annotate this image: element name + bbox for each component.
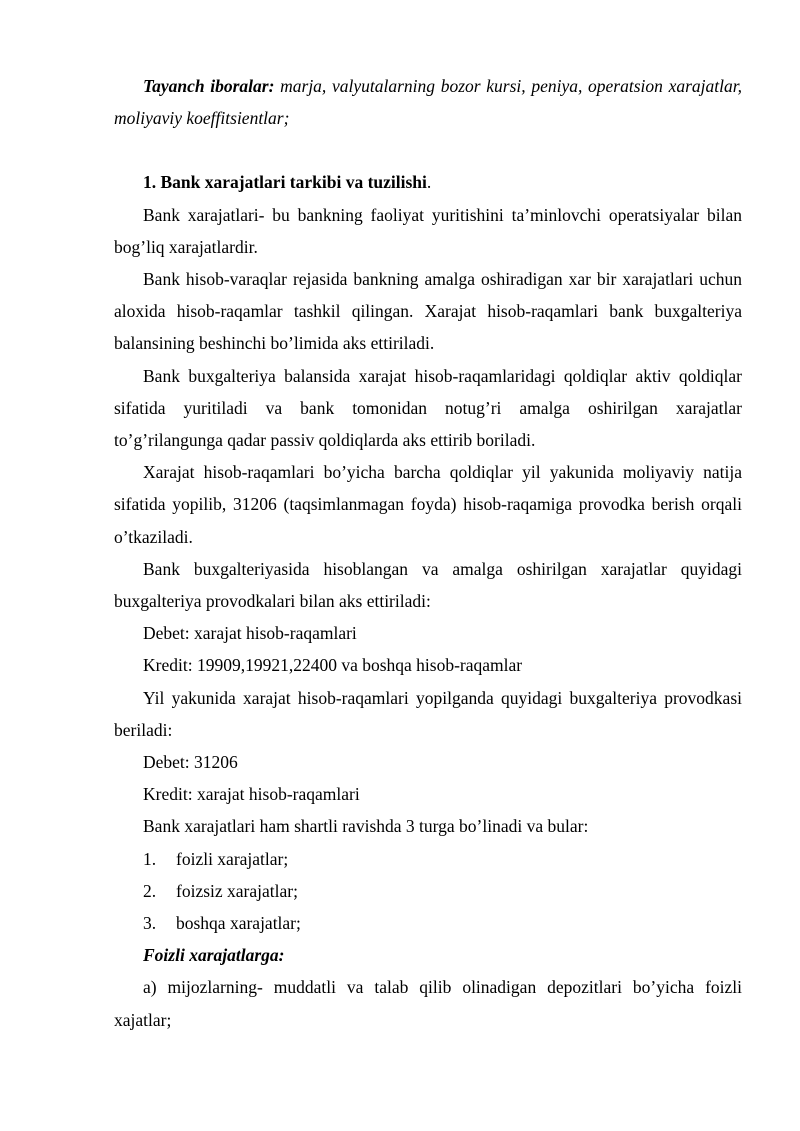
keywords-label: Tayanch iboralar: <box>143 76 275 96</box>
list-item <box>114 907 742 939</box>
keywords-paragraph <box>114 70 742 134</box>
paragraph-balance: Bank buxgalteriya balansida xarajat hisob-raqamlaridagi qoldiqlar aktiv qoldiqlar sifatida yuritiladi va bank tomonidan notug’ri amalga oshirilgan xarajatlar to’g’rilangunga qadar passiv qoldiqlarda aks ettirib boriladi. <box>114 365 742 451</box>
paragraph-year-close: Yil yakunida xarajat hisob-raqamlari yopilganda quyidagi buxgalteriya provodkasi beriladi: <box>114 687 742 740</box>
list-item <box>114 875 742 907</box>
section-heading-tail: . <box>426 172 432 193</box>
paragraph-kredit-1: Kredit: 19909,19921,22400 va boshqa hisob-raqamlar <box>143 655 523 676</box>
paragraph-postings: Bank buxgalteriyasida hisoblangan va amalga oshirilgan xarajatlar quyidagi buxgalteriya provodkalari bilan aks ettiriladi: <box>114 558 742 612</box>
list-item-text: boshqa xarajatlar; <box>176 913 301 934</box>
section-heading <box>114 166 742 198</box>
paragraph-year-end: Xarajat hisob-raqamlari bo’yicha barcha qoldiqlar yil yakunida moliyaviy natija sifatida yopilib, 31206 (taqsimlanmagan foyda) hisob-raqamiga provodka berish orqali o’tkaziladi. <box>114 462 742 547</box>
list-item <box>114 843 742 875</box>
document-page <box>114 70 742 1036</box>
list-item-number: 2. <box>143 880 157 901</box>
paragraph-definition: Bank xarajatlari- bu bankning faoliyat yuritishini ta’minlovchi operatsiyalar bilan bog’liq xarajatlardir. <box>114 204 742 257</box>
subheading: Foizli xarajatlarga: <box>143 945 285 966</box>
paragraph-accounts-plan: Bank hisob-varaqlar rejasida bankning amalga oshiradigan xar bir xarajatlari uchun aloxida hisob-raqamlar tashkil qilingan. Xarajat hisob-raqamlari bank buxgalteriya balansining beshinchi bo’limida aks ettiriladi. <box>114 269 742 354</box>
paragraph-types-intro: Bank xarajatlari ham shartli ravishda 3 turga bo’linadi va bular: <box>143 816 589 837</box>
paragraph-debet-2: Debet: 31206 <box>143 752 238 773</box>
list-item-text: foizsiz xarajatlar; <box>176 880 298 901</box>
list-item-text: foizli xarajatlar; <box>176 848 289 869</box>
paragraph-kredit-2: Kredit: xarajat hisob-raqamlari <box>143 784 360 805</box>
list-item-number: 3. <box>143 913 157 934</box>
section-heading-text: 1. Bank xarajatlari tarkibi va tuzilishi <box>143 172 427 193</box>
spacer <box>114 134 742 166</box>
keywords-text: marja, valyutalarning bozor kursi, peniya, operatsion xarajatlar, moliyaviy koeffitsientlar; <box>114 76 742 129</box>
paragraph-interest-expenses: a) mijozlarning- muddatli va talab qilib olinadigan depozitlari bo’yicha foizli xajatlar; <box>114 977 742 1030</box>
list-item-number: 1. <box>143 848 157 869</box>
paragraph-debet-1: Debet: xarajat hisob-raqamlari <box>143 623 357 644</box>
